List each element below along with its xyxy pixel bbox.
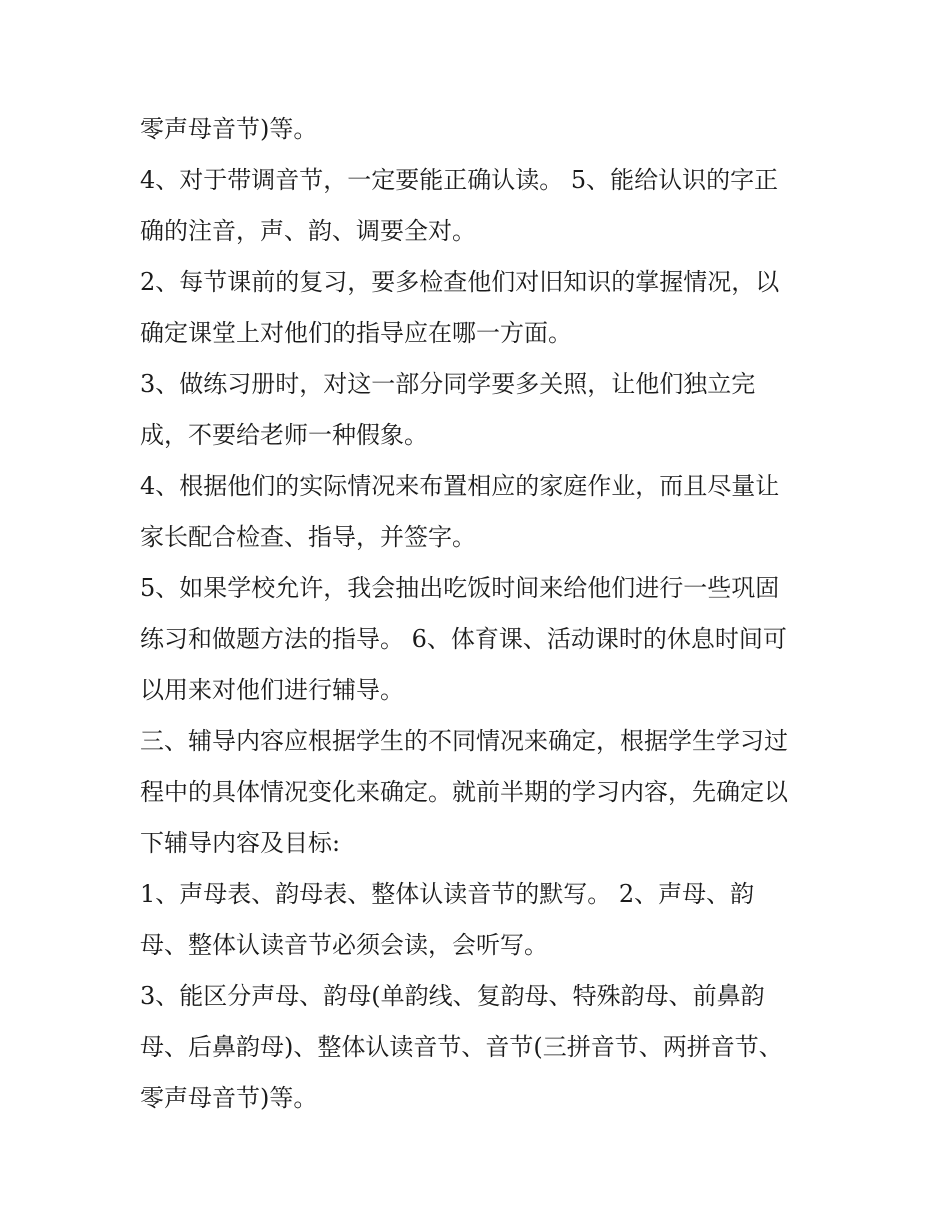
text-line: 下辅导内容及目标:: [140, 829, 341, 857]
text-line: 2、每节课前的复习，要多检查他们对旧知识的掌握情况，以: [140, 268, 780, 296]
text-line: 4、根据他们的实际情况来布置相应的家庭作业，而且尽量让: [140, 472, 780, 500]
text-line: 成，不要给老师一种假象。: [140, 421, 428, 449]
text-line: 练习和做题方法的指导。 6、体育课、活动课时的休息时间可: [140, 625, 787, 653]
text-line: 零声母音节)等。: [140, 115, 318, 143]
text-line: 4、对于带调音节，一定要能正确认读。 5、能给认识的字正: [140, 166, 779, 194]
text-line: 程中的具体情况变化来确定。就前半期的学习内容，先确定以: [140, 778, 788, 806]
text-line: 3、能区分声母、韵母(单韵线、复韵母、特殊韵母、前鼻韵: [140, 982, 765, 1010]
text-line: 三、辅导内容应根据学生的不同情况来确定，根据学生学习过: [140, 727, 788, 755]
text-line: 以用来对他们进行辅导。: [140, 676, 404, 704]
text-line: 1、声母表、韵母表、整体认读音节的默写。 2、声母、韵: [140, 880, 755, 908]
text-line: 母、后鼻韵母)、整体认读音节、音节(三拼音节、两拼音节、: [140, 1033, 783, 1061]
text-line: 确定课堂上对他们的指导应在哪一方面。: [140, 319, 572, 347]
text-line: 零声母音节)等。: [140, 1084, 318, 1112]
document-body: [140, 104, 830, 1124]
text-line: 3、做练习册时，对这一部分同学要多关照，让他们独立完: [140, 370, 756, 398]
text-line: 家长配合检查、指导，并签字。: [140, 523, 476, 551]
text-line: 5、如果学校允许，我会抽出吃饭时间来给他们进行一些巩固: [140, 574, 780, 602]
text-line: 确的注音，声、韵、调要全对。: [140, 217, 476, 245]
text-line: 母、整体认读音节必须会读，会听写。: [140, 931, 548, 959]
